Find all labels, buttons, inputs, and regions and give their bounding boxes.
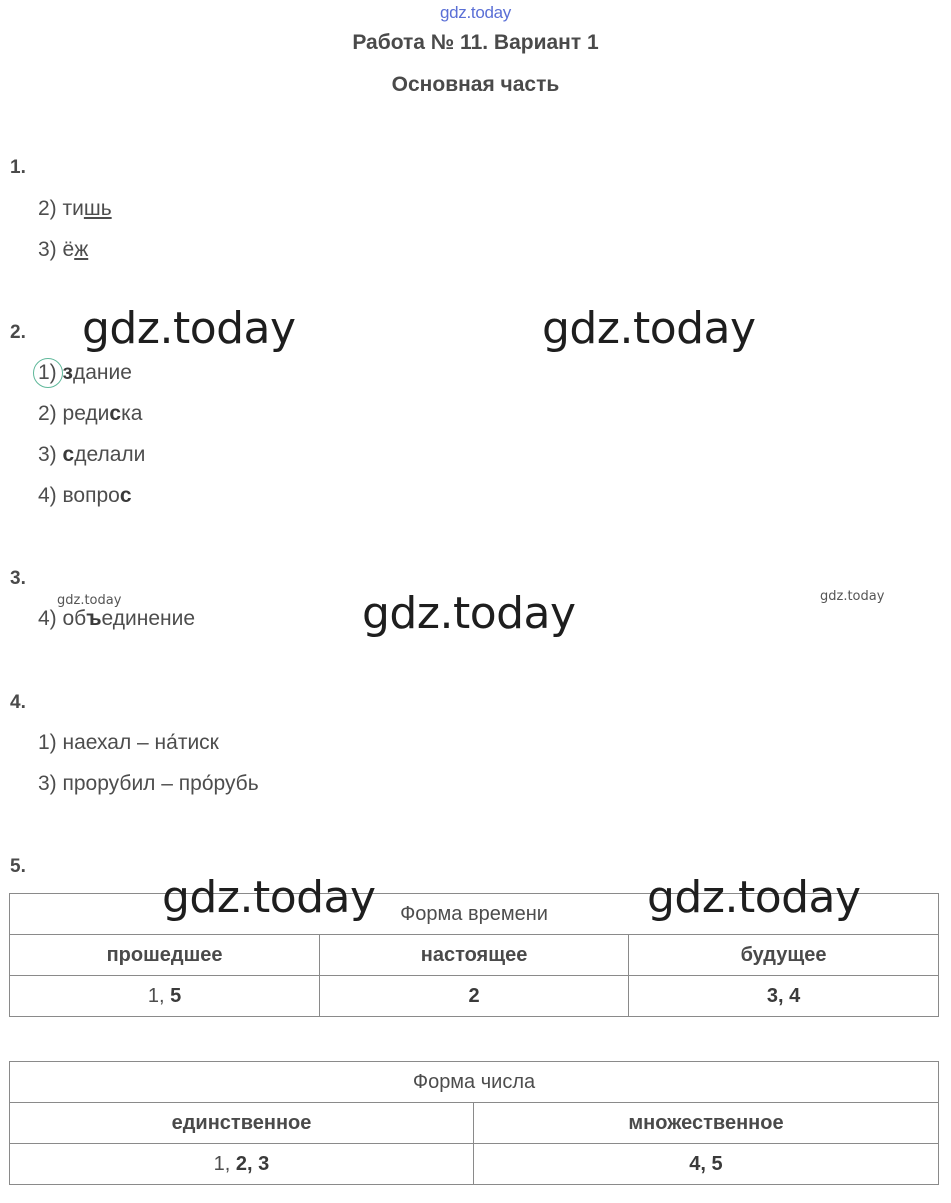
watermark-big: gdz.today xyxy=(542,303,756,354)
question-5-number: 5. xyxy=(10,856,26,877)
q2-answer-3-num: 3) xyxy=(38,443,63,466)
number-value-singular-bold: 2, 3 xyxy=(235,1152,270,1175)
number-value-plural xyxy=(473,1144,938,1185)
watermark-small: gdz.today xyxy=(820,589,885,604)
number-table xyxy=(9,1061,939,1185)
number-value-singular-plain: 1, xyxy=(213,1152,236,1175)
tense-col-past: прошедшее xyxy=(10,935,320,976)
page-title: Работа № 11. Вариант 1 xyxy=(352,31,599,54)
q2-answer-2-num: 2) xyxy=(38,402,63,425)
top-watermark: gdz.today xyxy=(439,3,512,22)
q2-answer-1-post: дание xyxy=(72,361,132,384)
watermark-big: gdz.today xyxy=(82,303,296,354)
tense-value-past xyxy=(10,976,320,1017)
page-subtitle: Основная часть xyxy=(391,73,560,96)
tense-col-present: настоящее xyxy=(320,935,629,976)
question-4-number: 4. xyxy=(10,692,26,713)
q2-answer-1 xyxy=(38,361,132,385)
q2-answer-3 xyxy=(38,443,145,467)
q4-answer-3: 3) прорубил – про́рубь xyxy=(38,772,259,795)
question-2-number: 2. xyxy=(10,322,26,343)
q1-answer-2-prefix: 2) ти xyxy=(38,197,84,220)
q1-answer-3-marked: ж xyxy=(74,238,89,261)
tense-table-caption: Форма времени xyxy=(10,894,939,935)
q1-answer-2-marked: шь xyxy=(83,197,112,220)
q2-answer-2-bold: с xyxy=(109,402,122,425)
question-1-number: 1. xyxy=(10,157,26,178)
q2-answer-4-pre: вопро xyxy=(62,484,120,507)
watermark-small: gdz.today xyxy=(57,593,122,608)
q2-answer-2 xyxy=(38,402,142,426)
q3-answer-4-pre: 4) об xyxy=(38,607,87,630)
watermark-big: gdz.today xyxy=(162,872,376,923)
tense-col-future: будущее xyxy=(629,935,939,976)
q2-answer-4-num: 4) xyxy=(38,484,63,507)
tense-value-present-bold: 2 xyxy=(468,984,480,1007)
q3-answer-4 xyxy=(38,607,195,631)
q2-answer-4-bold: с xyxy=(119,484,132,507)
q1-answer-3-prefix: 3) ё xyxy=(38,238,75,261)
q1-answer-2 xyxy=(38,197,112,221)
tense-value-past-plain: 1, xyxy=(147,984,171,1007)
q4-answer-1: 1) наехал – на́тиск xyxy=(38,731,219,754)
watermark-big: gdz.today xyxy=(362,588,576,639)
q2-answer-2-pre: реди xyxy=(62,402,110,425)
number-table-caption: Форма числа xyxy=(10,1062,939,1103)
q2-answer-1-bold: з xyxy=(62,361,73,384)
tense-value-future-bold: 3, 4 xyxy=(766,984,801,1007)
tense-value-present xyxy=(320,976,629,1017)
q2-answer-1-num: 1) xyxy=(38,361,63,384)
number-value-singular xyxy=(10,1144,474,1185)
q1-answer-3 xyxy=(38,238,88,262)
watermark-big: gdz.today xyxy=(647,872,861,923)
q2-answer-4 xyxy=(38,484,132,508)
q3-answer-4-bold: ъ xyxy=(86,607,102,630)
q2-answer-2-post: ка xyxy=(121,402,143,425)
tense-value-future xyxy=(629,976,939,1017)
q2-answer-3-post: делали xyxy=(74,443,146,466)
q2-answer-3-bold: с xyxy=(62,443,75,466)
number-col-plural: множественное xyxy=(473,1103,938,1144)
q3-answer-4-post: единение xyxy=(101,607,196,630)
question-3-number: 3. xyxy=(10,568,26,589)
number-col-singular: единственное xyxy=(10,1103,474,1144)
number-value-plural-bold: 4, 5 xyxy=(689,1152,723,1175)
tense-value-past-bold: 5 xyxy=(170,984,182,1007)
